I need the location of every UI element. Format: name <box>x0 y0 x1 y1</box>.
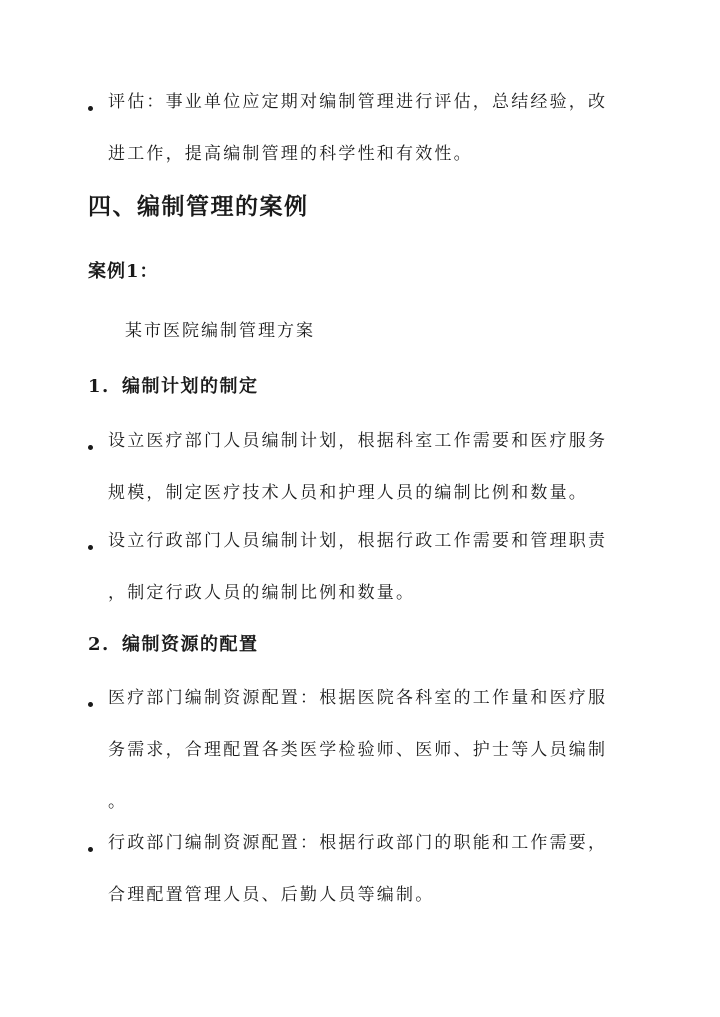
subsection-title: 编制计划的制定 <box>122 376 259 397</box>
bullet-dot <box>88 106 93 111</box>
bullet-line: 进工作，提高编制管理的科学性和有效性。 <box>108 144 473 164</box>
bullet-medical-plan <box>108 431 628 535</box>
bullet-line: 评估：事业单位应定期对编制管理进行评估，总结经验，改 <box>108 92 608 112</box>
section-heading: 四、编制管理的案例 <box>88 193 309 220</box>
subsection-number: 1. <box>88 376 110 397</box>
bullet-evaluation <box>108 92 628 196</box>
bullet-line: ，制定行政人员的编制比例和数量。 <box>108 583 416 603</box>
bullet-line: 。 <box>108 792 128 812</box>
bullet-line: 设立行政部门人员编制计划，根据行政工作需要和管理职责 <box>108 531 608 551</box>
subsection-heading <box>88 630 259 656</box>
bullet-line: 医疗部门编制资源配置：根据医院各科室的工作量和医疗服 <box>108 688 608 708</box>
bullet-line: 行政部门编制资源配置：根据行政部门的职能和工作需要， <box>108 833 608 853</box>
case-label: 案例1： <box>88 261 159 282</box>
subsection-heading <box>88 372 259 398</box>
bullet-line: 务需求，合理配置各类医学检验师、医师、护士等人员编制 <box>108 740 608 760</box>
bullet-dot <box>88 545 93 550</box>
subsection-number: 2. <box>88 634 110 655</box>
bullet-medical-resources <box>108 688 628 844</box>
bullet-line: 规模，制定医疗技术人员和护理人员的编制比例和数量。 <box>108 483 588 503</box>
bullet-dot <box>88 445 93 450</box>
bullet-line: 合理配置管理人员、后勤人员等编制。 <box>108 885 435 905</box>
bullet-admin-resources <box>108 833 628 937</box>
bullet-dot <box>88 702 93 707</box>
bullet-line: 设立医疗部门人员编制计划，根据科室工作需要和医疗服务 <box>108 431 608 451</box>
bullet-dot <box>88 847 93 852</box>
case-title: 某市医院编制管理方案 <box>125 321 315 341</box>
subsection-title: 编制资源的配置 <box>122 634 259 655</box>
bullet-admin-plan <box>108 531 628 635</box>
